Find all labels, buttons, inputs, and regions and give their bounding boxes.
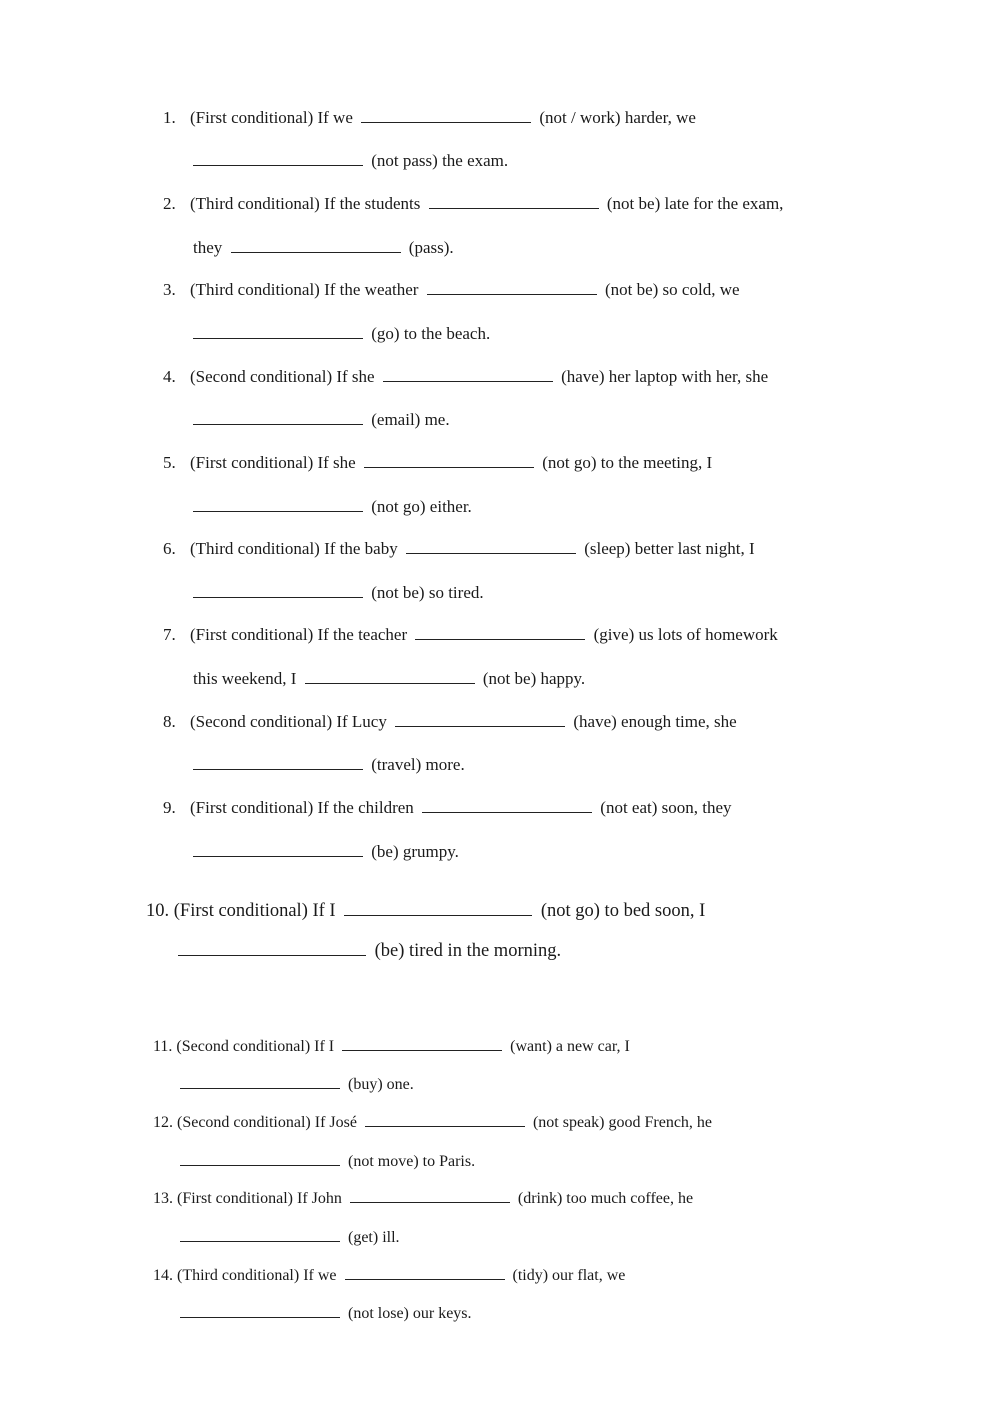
item-verb-hint: (be) tired in the morning.: [374, 941, 562, 961]
item-verb-hint: (travel) more.: [371, 755, 465, 774]
item-verb-hint: (sleep) better last night, I: [584, 539, 755, 558]
answer-blank[interactable]: [364, 453, 534, 468]
answer-blank[interactable]: [406, 539, 576, 554]
item-2-line-2: [193, 238, 454, 258]
item-number: 10.: [146, 901, 170, 921]
item-verb-hint: (have) enough time, she: [573, 712, 737, 731]
item-12-line-1: [153, 1112, 712, 1133]
item-verb-hint: (tidy) our flat, we: [512, 1267, 626, 1284]
item-verb-hint: (not be) late for the exam,: [606, 194, 784, 213]
item-verb-hint: (be) grumpy.: [371, 842, 459, 861]
item-verb-hint: (go) to the beach.: [371, 324, 491, 343]
answer-blank[interactable]: [180, 1303, 340, 1318]
item-prompt: (Second conditional) If she: [190, 367, 375, 386]
item-verb-hint: (not go) to bed soon, I: [540, 901, 706, 921]
item-2-line-1: [163, 194, 783, 214]
answer-blank[interactable]: [193, 151, 363, 166]
answer-blank[interactable]: [193, 497, 363, 512]
item-verb-hint: (not / work) harder, we: [539, 108, 696, 127]
item-prompt: (First conditional) If she: [190, 453, 356, 472]
item-prompt: this weekend, I: [193, 669, 297, 688]
answer-blank[interactable]: [350, 1188, 510, 1203]
item-verb-hint: (pass).: [408, 238, 454, 257]
answer-blank[interactable]: [180, 1151, 340, 1166]
item-13-line-2: [180, 1227, 400, 1248]
item-number: 8.: [163, 712, 176, 731]
item-number: 5.: [163, 453, 176, 472]
item-8-line-1: [163, 712, 737, 732]
item-prompt: they: [193, 238, 223, 257]
item-number: 7.: [163, 625, 176, 644]
item-7-line-2: [193, 669, 585, 689]
item-verb-hint: (have) her laptop with her, she: [561, 367, 769, 386]
item-3-line-2: [193, 324, 490, 344]
answer-blank[interactable]: [193, 755, 363, 770]
item-prompt: (First conditional) If we: [190, 108, 353, 127]
item-9-line-2: [193, 842, 459, 862]
answer-blank[interactable]: [365, 1112, 525, 1127]
item-prompt: (First conditional) If the teacher: [190, 625, 408, 644]
item-10-line-1: [146, 901, 705, 921]
answer-blank[interactable]: [361, 108, 531, 123]
answer-blank[interactable]: [180, 1227, 340, 1242]
item-prompt: (First conditional) If the children: [190, 798, 414, 817]
item-verb-hint: (want) a new car, I: [510, 1038, 630, 1055]
item-10-line-2: [178, 941, 561, 961]
answer-blank[interactable]: [178, 941, 366, 956]
item-number: 1.: [163, 108, 176, 127]
item-11-line-2: [180, 1074, 414, 1095]
item-verb-hint: (not go) either.: [371, 497, 472, 516]
answer-blank[interactable]: [429, 194, 599, 209]
item-prompt: (Third conditional) If the weather: [190, 280, 419, 299]
item-number: 11.: [153, 1038, 173, 1055]
answer-blank[interactable]: [383, 367, 553, 382]
answer-blank[interactable]: [193, 324, 363, 339]
item-number: 2.: [163, 194, 176, 213]
item-7-line-1: [163, 625, 778, 645]
item-verb-hint: (not eat) soon, they: [600, 798, 732, 817]
answer-blank[interactable]: [415, 625, 585, 640]
item-verb-hint: (email) me.: [371, 410, 450, 429]
item-verb-hint: (give) us lots of homework: [593, 625, 778, 644]
item-verb-hint: (not be) happy.: [482, 669, 586, 688]
item-verb-hint: (drink) too much coffee, he: [517, 1190, 694, 1207]
item-4-line-2: [193, 410, 450, 430]
item-number: 3.: [163, 280, 176, 299]
item-verb-hint: (not move) to Paris.: [348, 1153, 476, 1170]
item-verb-hint: (buy) one.: [348, 1076, 414, 1093]
item-11-line-1: [153, 1036, 630, 1057]
item-number: 13.: [153, 1190, 173, 1207]
answer-blank[interactable]: [344, 901, 532, 916]
item-verb-hint: (get) ill.: [348, 1229, 400, 1246]
item-1-line-1: [163, 108, 696, 128]
item-prompt: (Second conditional) If I: [176, 1038, 335, 1055]
item-6-line-1: [163, 539, 755, 559]
item-number: 14.: [153, 1267, 173, 1284]
answer-blank[interactable]: [231, 238, 401, 253]
answer-blank[interactable]: [193, 842, 363, 857]
item-verb-hint: (not speak) good French, he: [532, 1114, 713, 1131]
item-9-line-1: [163, 798, 732, 818]
item-3-line-1: [163, 280, 740, 300]
item-prompt: (Third conditional) If we: [177, 1267, 337, 1284]
answer-blank[interactable]: [395, 712, 565, 727]
item-number: 4.: [163, 367, 176, 386]
item-14-line-1: [153, 1265, 625, 1286]
item-verb-hint: (not be) so tired.: [371, 583, 484, 602]
item-prompt: (Second conditional) If Lucy: [190, 712, 387, 731]
item-prompt: (First conditional) If John: [177, 1190, 342, 1207]
item-5-line-1: [163, 453, 712, 473]
item-13-line-1: [153, 1188, 693, 1209]
item-verb-hint: (not be) so cold, we: [604, 280, 740, 299]
item-prompt: (Second conditional) If José: [177, 1114, 357, 1131]
item-number: 6.: [163, 539, 176, 558]
answer-blank[interactable]: [422, 798, 592, 813]
answer-blank[interactable]: [305, 669, 475, 684]
item-5-line-2: [193, 497, 472, 517]
item-8-line-2: [193, 755, 465, 775]
answer-blank[interactable]: [180, 1074, 340, 1089]
item-12-line-2: [180, 1151, 475, 1172]
item-4-line-1: [163, 367, 768, 387]
answer-blank[interactable]: [427, 280, 597, 295]
answer-blank[interactable]: [193, 410, 363, 425]
item-prompt: (Third conditional) If the students: [190, 194, 421, 213]
item-number: 9.: [163, 798, 176, 817]
answer-blank[interactable]: [345, 1265, 505, 1280]
item-verb-hint: (not lose) our keys.: [348, 1305, 472, 1322]
item-number: 12.: [153, 1114, 173, 1131]
item-verb-hint: (not go) to the meeting, I: [542, 453, 713, 472]
item-verb-hint: (not pass) the exam.: [371, 151, 509, 170]
item-1-line-2: [193, 151, 508, 171]
item-14-line-2: [180, 1303, 472, 1324]
item-prompt: (First conditional) If I: [173, 901, 336, 921]
answer-blank[interactable]: [193, 583, 363, 598]
item-prompt: (Third conditional) If the baby: [190, 539, 398, 558]
item-6-line-2: [193, 583, 484, 603]
answer-blank[interactable]: [342, 1036, 502, 1051]
